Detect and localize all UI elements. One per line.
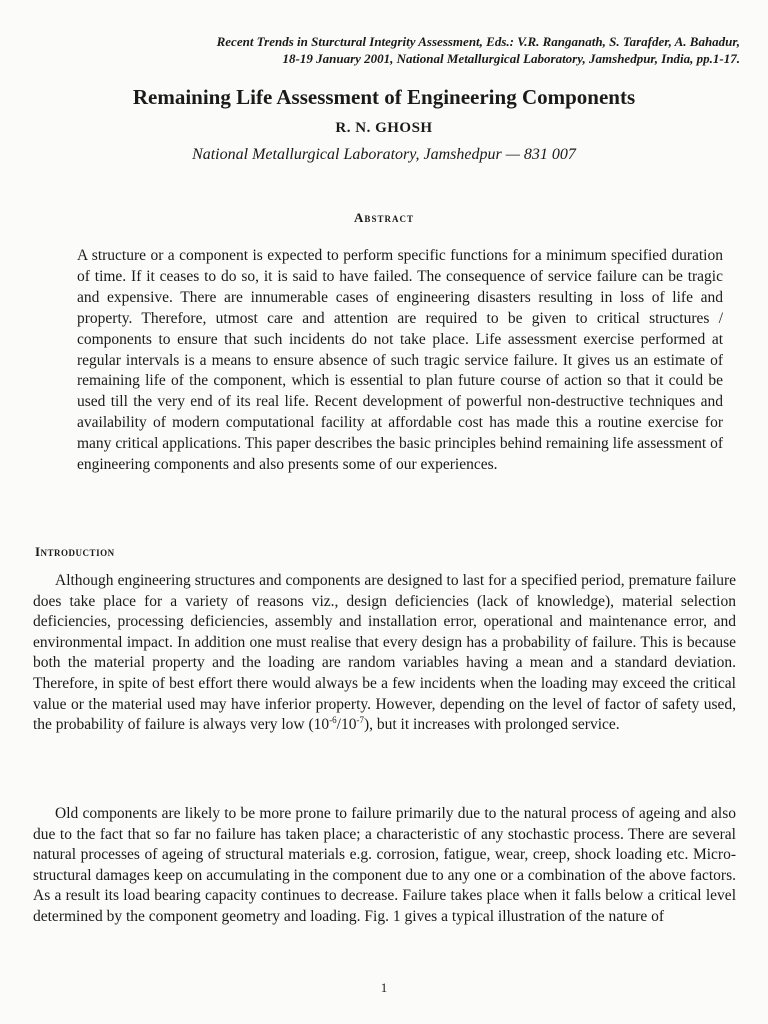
citation-book-title: Recent Trends in Sturctural Integrity Assessment: [216, 34, 480, 49]
introduction-paragraph-1: [33, 571, 736, 736]
p1-text-before: Although engineering structures and components are designed to last for a specified period, premature failure does take place for a variety of reasons viz., design deficiencies (lack of knowledge), material selection deficiencies, processing deficiencies, assembly and installation error, operational and maintenance error, and environmental impact. In addition one must realise that every design has a probability of failure. This is because both the material property and the loading are random variables having a mean and a standard deviation. Therefore, in spite of best effort there would always be a few incidents when the loading may exceed the critical value or the material used may have inferior property. However, depending on the level of factor of safety used, the probability of failure is always very low (10: [33, 572, 736, 734]
p1-superscript-2: -7: [356, 715, 364, 725]
paper-title: Remaining Life Assessment of Engineering Components: [132, 85, 636, 109]
paper-author: R. N. GHOSH: [335, 120, 433, 136]
citation-header: [40, 33, 740, 67]
p1-superscript-1: -6: [329, 715, 337, 725]
citation-event: 18-19 January 2001, National Metallurgical Laboratory, Jamshedpur, India, pp.1-17.: [282, 51, 740, 66]
abstract-heading: Abstract: [354, 210, 414, 225]
introduction-paragraph-2: Old components are likely to be more prone to failure primarily due to the natural process of ageing and also due to the fact that so far no failure has taken place; a characteristic of any stochastic process. There are several natural processes of ageing of structural materials e.g. corrosion, fatigue, wear, creep, shock loading etc. Micro-structural damages keep on accumulating in the component due to any one or a combination of the above factors. As a result its load bearing capacity continues to decrease. Failure takes place when it falls below a critical level determined by the component geometry and loading. Fig. 1 gives a typical illustration of the nature of: [33, 805, 736, 925]
page-number: 1: [380, 980, 388, 995]
p1-text-mid: /10: [336, 716, 357, 734]
introduction-heading: Introduction: [35, 544, 115, 559]
author-affiliation: National Metallurgical Laboratory, Jamshedpur — 831 007: [192, 146, 576, 163]
abstract-text: A structure or a component is expected to perform specific functions for a minimum specified duration of time. If it ceases to do so, it is said to have failed. The consequence of service failure can be tragic and expensive. There are innumerable cases of engineering disasters resulting in loss of life and property. Therefore, utmost care and attention are required to be given to critical structures / components to ensure that such incidents do not take place. Life assessment exercise performed at regular intervals is a means to ensure absence of such tragic service failure. It gives us an estimate of remaining life of the component, which is essential to plan future course of action so that it could be used till the very end of its real life. Recent development of powerful non-destructive techniques and availability of modern computational facility at affordable cost has made this a routine exercise for many critical applications. This paper describes the basic principles behind remaining life assessment of engineering components and also presents some of our experiences.: [77, 247, 723, 474]
p1-text-after: ), but it increases with prolonged service.: [363, 716, 620, 734]
citation-editors: , Eds.: V.R. Ranganath, S. Tarafder, A. Bahadur,: [479, 34, 740, 49]
